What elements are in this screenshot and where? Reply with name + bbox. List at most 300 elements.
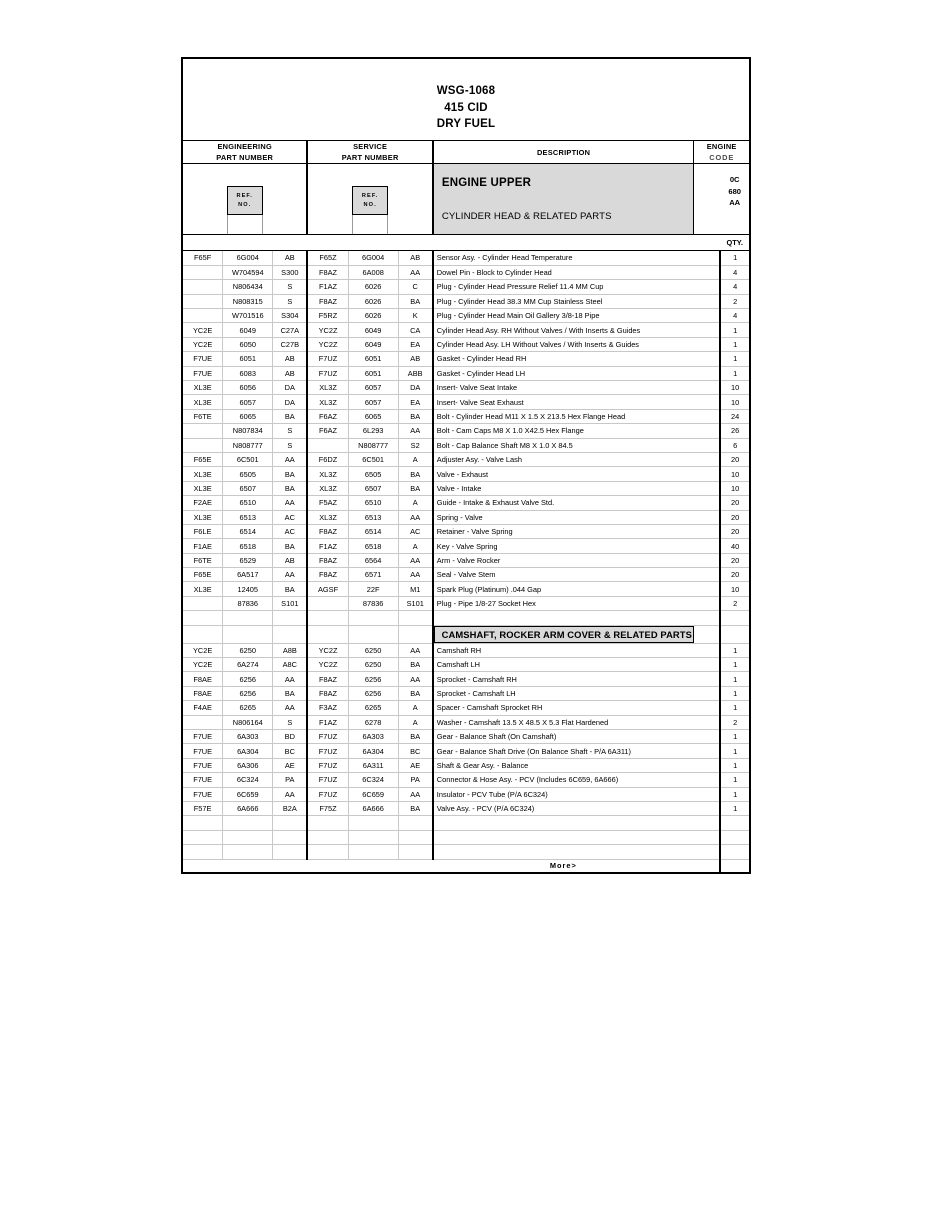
cell-engineering-basic: N808777 xyxy=(223,438,273,452)
cell-engineering-suffix: AB xyxy=(273,251,308,265)
ref-leg-right xyxy=(262,215,263,234)
cell-service-basic: 6A008 xyxy=(348,265,398,279)
cell-service-suffix: DA xyxy=(398,381,433,395)
cell-engineering-basic: 6256 xyxy=(223,686,273,700)
cell-engineering-suffix: S xyxy=(273,424,308,438)
cell-service-suffix: BA xyxy=(398,467,433,481)
table-row xyxy=(182,265,750,279)
cell-quantity xyxy=(720,830,750,844)
cell-service-basic: 6571 xyxy=(348,568,398,582)
cell-description: Sprocket - Camshaft RH xyxy=(433,672,694,686)
cell-blank xyxy=(694,481,721,495)
service-ref-no-box: REF. NO. xyxy=(352,186,388,215)
table-row xyxy=(182,438,750,452)
cell-service-prefix: F7UZ xyxy=(307,744,348,758)
cell-blank xyxy=(694,452,721,466)
table-row xyxy=(182,816,750,830)
column-header-row xyxy=(182,141,750,164)
cell-engineering-prefix xyxy=(182,438,223,452)
cell-engineering-suffix: B2A xyxy=(273,801,308,815)
cell-service-suffix: AA xyxy=(398,553,433,567)
cell-service-basic: 6250 xyxy=(348,658,398,672)
cell-engineering-basic: 6065 xyxy=(223,409,273,423)
cell-service-suffix: AA xyxy=(398,787,433,801)
cell-engineering-suffix: PA xyxy=(273,773,308,787)
cell-engineering-suffix: BA xyxy=(273,539,308,553)
cell-service-suffix: AA xyxy=(398,643,433,657)
cell-quantity xyxy=(720,845,750,859)
cell-description: Plug - Cylinder Head Main Oil Gallery 3/8-18 Pipe xyxy=(433,309,694,323)
cell-service-suffix: AB xyxy=(398,251,433,265)
table-row xyxy=(182,568,750,582)
cell-engineering-basic: N808315 xyxy=(223,294,273,308)
cell-quantity: 1 xyxy=(720,672,750,686)
table-row xyxy=(182,366,750,380)
banner-subheading: CYLINDER HEAD & RELATED PARTS xyxy=(441,211,612,222)
cell-blank xyxy=(694,381,721,395)
section-cell-s2 xyxy=(348,625,398,643)
cell-description: Insulator - PCV Tube (P/A 6C324) xyxy=(433,787,694,801)
cell-engineering-suffix: DA xyxy=(273,381,308,395)
table-row xyxy=(182,524,750,538)
cell-description: Sensor Asy. - Cylinder Head Temperature xyxy=(433,251,694,265)
cell-service-suffix: ABB xyxy=(398,366,433,380)
section-cell-e2 xyxy=(223,625,273,643)
cell-engineering-suffix: BA xyxy=(273,686,308,700)
cell-quantity: 10 xyxy=(720,481,750,495)
cell-engineering-prefix: YC2E xyxy=(182,643,223,657)
cell-blank xyxy=(694,467,721,481)
cell-service-suffix: AA xyxy=(398,672,433,686)
cell-engineering-suffix: BC xyxy=(273,744,308,758)
cell-service-prefix: XL3Z xyxy=(307,381,348,395)
cell-service-prefix: F7UZ xyxy=(307,730,348,744)
engine-code-values xyxy=(720,164,749,234)
table-row xyxy=(182,582,750,596)
cell-description: Bolt - Cylinder Head M11 X 1.5 X 213.5 Hex Flange Head xyxy=(433,409,694,423)
cell-description xyxy=(433,830,694,844)
cell-quantity: 24 xyxy=(720,409,750,423)
table-row xyxy=(182,773,750,787)
table-row xyxy=(182,424,750,438)
engine-code-line-2: 680 xyxy=(728,186,742,196)
cell-engineering-basic: 6256 xyxy=(223,672,273,686)
cell-service-basic: 6A311 xyxy=(348,758,398,772)
cell-service-basic: 6A304 xyxy=(348,744,398,758)
cell-service-prefix: YC2Z xyxy=(307,643,348,657)
cell-description: Guide - Intake & Exhaust Valve Std. xyxy=(433,496,694,510)
table-row xyxy=(182,539,750,553)
cell-service-suffix: EA xyxy=(398,337,433,351)
section-cell-qty xyxy=(720,625,750,643)
cell-engineering-basic: 6514 xyxy=(223,524,273,538)
table-row xyxy=(182,715,750,729)
more-cell-qty xyxy=(720,859,750,873)
cell-engineering-suffix: AA xyxy=(273,568,308,582)
cell-quantity: 40 xyxy=(720,539,750,553)
cell-quantity xyxy=(720,611,750,625)
cell-service-prefix: F65Z xyxy=(307,251,348,265)
cell-service-basic: 22F xyxy=(348,582,398,596)
cell-service-prefix: F75Z xyxy=(307,801,348,815)
cell-quantity: 1 xyxy=(720,787,750,801)
cell-engineering-basic: N806434 xyxy=(223,280,273,294)
cell-engineering-basic: 12405 xyxy=(223,582,273,596)
cell-service-prefix: F7UZ xyxy=(307,773,348,787)
cell-engineering-suffix: S101 xyxy=(273,596,308,610)
cell-description: Seal - Valve Stem xyxy=(433,568,694,582)
cell-service-suffix xyxy=(398,845,433,859)
more-label[interactable]: More> xyxy=(433,859,694,873)
cell-service-basic: 6510 xyxy=(348,496,398,510)
cell-blank xyxy=(694,582,721,596)
cell-service-prefix: F5AZ xyxy=(307,496,348,510)
cell-quantity: 1 xyxy=(720,658,750,672)
cell-service-prefix: F7UZ xyxy=(307,787,348,801)
cell-service-prefix: YC2Z xyxy=(307,323,348,337)
cell-service-basic xyxy=(348,611,398,625)
cell-quantity: 26 xyxy=(720,424,750,438)
table-row xyxy=(182,309,750,323)
cell-engineering-prefix: F6TE xyxy=(182,409,223,423)
cell-blank xyxy=(694,801,721,815)
cell-description xyxy=(433,816,694,830)
table-row xyxy=(182,643,750,657)
cell-quantity: 4 xyxy=(720,309,750,323)
cell-engineering-basic: 6510 xyxy=(223,496,273,510)
table-row xyxy=(182,381,750,395)
table-row xyxy=(182,352,750,366)
cell-engineering-suffix: AC xyxy=(273,510,308,524)
cell-service-basic: 6057 xyxy=(348,381,398,395)
cell-service-basic: 6065 xyxy=(348,409,398,423)
cell-engineering-basic: 6507 xyxy=(223,481,273,495)
cell-service-suffix: BA xyxy=(398,686,433,700)
cell-blank xyxy=(694,309,721,323)
cell-description: Sprocket - Camshaft LH xyxy=(433,686,694,700)
cell-description: Cylinder Head Asy. RH Without Valves / With Inserts & Guides xyxy=(433,323,694,337)
cell-engineering-prefix xyxy=(182,816,223,830)
cell-engineering-prefix: XL3E xyxy=(182,582,223,596)
cell-service-prefix xyxy=(307,830,348,844)
cell-service-suffix xyxy=(398,830,433,844)
cell-engineering-suffix: AA xyxy=(273,787,308,801)
cell-engineering-suffix: AB xyxy=(273,352,308,366)
cell-quantity: 20 xyxy=(720,510,750,524)
cell-quantity: 20 xyxy=(720,553,750,567)
cell-engineering-suffix: AA xyxy=(273,701,308,715)
table-row xyxy=(182,452,750,466)
cell-quantity: 1 xyxy=(720,366,750,380)
cell-service-basic: 6051 xyxy=(348,366,398,380)
cell-quantity: 20 xyxy=(720,524,750,538)
cell-engineering-prefix xyxy=(182,294,223,308)
section-cell-blank xyxy=(694,625,721,643)
cell-service-prefix xyxy=(307,816,348,830)
cell-blank xyxy=(694,294,721,308)
more-cell-e1 xyxy=(182,859,223,873)
cell-service-prefix: F1AZ xyxy=(307,539,348,553)
cell-description: Plug - Cylinder Head Pressure Relief 11.4 MM Cup xyxy=(433,280,694,294)
cell-quantity: 1 xyxy=(720,337,750,351)
cell-quantity: 10 xyxy=(720,467,750,481)
cell-service-prefix: F6AZ xyxy=(307,409,348,423)
cell-engineering-basic: 6057 xyxy=(223,395,273,409)
cell-service-basic: 6518 xyxy=(348,539,398,553)
cell-engineering-prefix xyxy=(182,265,223,279)
cell-quantity: 2 xyxy=(720,294,750,308)
cell-engineering-suffix: C27A xyxy=(273,323,308,337)
cell-engineering-basic: 6A304 xyxy=(223,744,273,758)
table-row xyxy=(182,395,750,409)
cell-service-basic xyxy=(348,830,398,844)
cell-service-suffix: PA xyxy=(398,773,433,787)
table-row xyxy=(182,280,750,294)
parts-table-body xyxy=(181,251,751,874)
cell-service-suffix: BA xyxy=(398,730,433,744)
cell-engineering-suffix xyxy=(273,611,308,625)
title-block xyxy=(181,57,751,141)
parts-catalog-page xyxy=(181,57,751,874)
cell-engineering-prefix: XL3E xyxy=(182,395,223,409)
cell-service-suffix: A xyxy=(398,539,433,553)
table-row xyxy=(182,658,750,672)
more-cell-s1 xyxy=(307,859,348,873)
cell-engineering-prefix: F7UE xyxy=(182,352,223,366)
cell-service-prefix: F8AZ xyxy=(307,686,348,700)
cell-service-basic: N808777 xyxy=(348,438,398,452)
cell-service-prefix: F5RZ xyxy=(307,309,348,323)
cell-blank xyxy=(694,251,721,265)
cell-blank xyxy=(694,409,721,423)
cell-engineering-suffix: C27B xyxy=(273,337,308,351)
cell-service-prefix: XL3Z xyxy=(307,481,348,495)
cell-engineering-suffix xyxy=(273,830,308,844)
cell-service-suffix: S2 xyxy=(398,438,433,452)
table-row xyxy=(182,701,750,715)
cell-service-suffix: BA xyxy=(398,801,433,815)
cell-service-prefix: F8AZ xyxy=(307,265,348,279)
cell-service-prefix: F8AZ xyxy=(307,553,348,567)
cell-blank xyxy=(694,672,721,686)
cell-description: Valve - Exhaust xyxy=(433,467,694,481)
cell-service-basic: 6514 xyxy=(348,524,398,538)
cell-engineering-suffix: AB xyxy=(273,366,308,380)
cell-engineering-basic: 6265 xyxy=(223,701,273,715)
cell-blank xyxy=(694,352,721,366)
cell-service-suffix: BA xyxy=(398,481,433,495)
cell-quantity: 2 xyxy=(720,715,750,729)
table-row xyxy=(182,758,750,772)
document-title-line-2: 415 CID xyxy=(444,101,488,114)
cell-service-prefix: F1AZ xyxy=(307,715,348,729)
cell-engineering-basic: 6513 xyxy=(223,510,273,524)
cell-engineering-prefix: YC2E xyxy=(182,658,223,672)
cell-blank xyxy=(694,438,721,452)
table-row xyxy=(182,510,750,524)
cell-engineering-basic: W704594 xyxy=(223,265,273,279)
table-row xyxy=(182,686,750,700)
cell-description: Retainer - Valve Spring xyxy=(433,524,694,538)
cell-engineering-suffix: S xyxy=(273,294,308,308)
cell-engineering-suffix: BA xyxy=(273,582,308,596)
cell-engineering-prefix xyxy=(182,715,223,729)
cell-quantity: 1 xyxy=(720,352,750,366)
cell-engineering-prefix: F4AE xyxy=(182,701,223,715)
cell-service-basic: 6C659 xyxy=(348,787,398,801)
cell-service-basic: 6057 xyxy=(348,395,398,409)
cell-service-prefix: XL3Z xyxy=(307,395,348,409)
cell-engineering-basic xyxy=(223,845,273,859)
cell-service-suffix xyxy=(398,611,433,625)
cell-engineering-prefix: F8AE xyxy=(182,686,223,700)
cell-service-suffix: BA xyxy=(398,294,433,308)
cell-service-prefix: F8AZ xyxy=(307,568,348,582)
cell-blank xyxy=(694,524,721,538)
cell-engineering-prefix: XL3E xyxy=(182,481,223,495)
ref-leg-left xyxy=(227,215,228,234)
engineering-ref-no-box: REF. NO. xyxy=(227,186,263,215)
cell-engineering-basic: 6C659 xyxy=(223,787,273,801)
cell-description: Spacer - Camshaft Sprocket RH xyxy=(433,701,694,715)
cell-engineering-basic xyxy=(223,816,273,830)
cell-engineering-prefix xyxy=(182,280,223,294)
section-cell-e3 xyxy=(273,625,308,643)
cell-engineering-prefix: YC2E xyxy=(182,323,223,337)
cell-blank xyxy=(694,701,721,715)
ref-leg-left xyxy=(352,215,353,234)
cell-description: Adjuster Asy. - Valve Lash xyxy=(433,452,694,466)
cell-engineering-basic: 87836 xyxy=(223,596,273,610)
cell-service-prefix xyxy=(307,596,348,610)
cell-service-basic: 6505 xyxy=(348,467,398,481)
cell-engineering-basic: 6518 xyxy=(223,539,273,553)
cell-quantity: 10 xyxy=(720,395,750,409)
cell-blank xyxy=(694,787,721,801)
cell-service-basic: 6026 xyxy=(348,280,398,294)
engine-code-cell xyxy=(720,164,750,235)
cell-service-prefix: F6DZ xyxy=(307,452,348,466)
cell-engineering-prefix: F6LE xyxy=(182,524,223,538)
cell-blank xyxy=(694,280,721,294)
more-cell-s2 xyxy=(348,859,398,873)
table-row xyxy=(182,481,750,495)
cell-engineering-prefix: F1AE xyxy=(182,539,223,553)
qty-row-spacer-blank xyxy=(694,235,721,251)
qty-row-spacer-engineering xyxy=(182,235,307,251)
cell-engineering-suffix: AA xyxy=(273,496,308,510)
banner-row xyxy=(182,164,750,235)
cell-engineering-prefix: F57E xyxy=(182,801,223,815)
more-cell-blank xyxy=(694,859,721,873)
cell-engineering-basic: 6505 xyxy=(223,467,273,481)
cell-blank xyxy=(694,596,721,610)
cell-engineering-basic: N806164 xyxy=(223,715,273,729)
cell-engineering-basic: 6C501 xyxy=(223,452,273,466)
cell-description: Insert- Valve Seat Exhaust xyxy=(433,395,694,409)
table-row xyxy=(182,730,750,744)
cell-description: Bolt - Cap Balance Shaft M8 X 1.0 X 84.5 xyxy=(433,438,694,452)
cell-description: Gear - Balance Shaft (On Camshaft) xyxy=(433,730,694,744)
cell-service-prefix xyxy=(307,845,348,859)
cell-service-suffix: A xyxy=(398,701,433,715)
cell-service-suffix: BA xyxy=(398,409,433,423)
table-row xyxy=(182,845,750,859)
cell-engineering-suffix: S xyxy=(273,715,308,729)
document-title-line-1: WSG-1068 xyxy=(436,85,496,97)
cell-engineering-basic: 6051 xyxy=(223,352,273,366)
cell-engineering-suffix: AB xyxy=(273,553,308,567)
qty-label-row xyxy=(182,235,750,251)
cell-engineering-suffix: AA xyxy=(273,672,308,686)
cell-service-prefix: F8AZ xyxy=(307,294,348,308)
cell-service-suffix: AE xyxy=(398,758,433,772)
cell-engineering-prefix xyxy=(182,830,223,844)
cell-blank xyxy=(694,715,721,729)
cell-service-basic: 6051 xyxy=(348,352,398,366)
cell-blank xyxy=(694,816,721,830)
cell-quantity: 1 xyxy=(720,251,750,265)
engine-code-line-3: AA xyxy=(729,198,741,207)
cell-service-suffix: A xyxy=(398,496,433,510)
cell-engineering-basic: 6083 xyxy=(223,366,273,380)
qty-label: QTY. xyxy=(720,235,750,251)
cell-engineering-basic: 6A303 xyxy=(223,730,273,744)
cell-service-suffix: AC xyxy=(398,524,433,538)
cell-engineering-prefix: F7UE xyxy=(182,773,223,787)
cell-service-prefix: F7UZ xyxy=(307,366,348,380)
cell-service-basic: 6256 xyxy=(348,686,398,700)
cell-service-basic: 6265 xyxy=(348,701,398,715)
cell-engineering-basic: 6A666 xyxy=(223,801,273,815)
cell-description: Camshaft RH xyxy=(433,643,694,657)
cell-engineering-suffix: S300 xyxy=(273,265,308,279)
cell-blank xyxy=(694,611,721,625)
cell-engineering-basic: 6056 xyxy=(223,381,273,395)
cell-description: Valve Asy. - PCV (P/A 6C324) xyxy=(433,801,694,815)
engine-upper-banner xyxy=(433,164,694,235)
cell-service-prefix: XL3Z xyxy=(307,467,348,481)
cell-blank xyxy=(694,265,721,279)
cell-service-suffix: EA xyxy=(398,395,433,409)
banner-heading: ENGINE UPPER xyxy=(441,177,532,189)
cell-engineering-suffix: S xyxy=(273,280,308,294)
cell-description: Gasket - Cylinder Head LH xyxy=(433,366,694,380)
cell-blank xyxy=(694,539,721,553)
cell-quantity xyxy=(720,816,750,830)
cell-engineering-prefix: XL3E xyxy=(182,467,223,481)
cell-engineering-prefix: F7UE xyxy=(182,758,223,772)
cell-engineering-basic: 6250 xyxy=(223,643,273,657)
cell-service-suffix: AA xyxy=(398,265,433,279)
table-row xyxy=(182,744,750,758)
cell-service-prefix: F3AZ xyxy=(307,701,348,715)
cell-blank xyxy=(694,395,721,409)
cell-description: Camshaft LH xyxy=(433,658,694,672)
cell-service-prefix: F8AZ xyxy=(307,672,348,686)
cell-quantity: 20 xyxy=(720,452,750,466)
cell-service-prefix: F7UZ xyxy=(307,352,348,366)
cell-engineering-suffix: AE xyxy=(273,758,308,772)
cell-service-suffix: AB xyxy=(398,352,433,366)
cell-service-basic: 6250 xyxy=(348,643,398,657)
more-cell-e2 xyxy=(223,859,273,873)
cell-quantity: 1 xyxy=(720,758,750,772)
cell-service-basic: 6564 xyxy=(348,553,398,567)
cell-engineering-basic: 6A517 xyxy=(223,568,273,582)
cell-blank xyxy=(694,686,721,700)
cell-description: Cylinder Head Asy. LH Without Valves / With Inserts & Guides xyxy=(433,337,694,351)
